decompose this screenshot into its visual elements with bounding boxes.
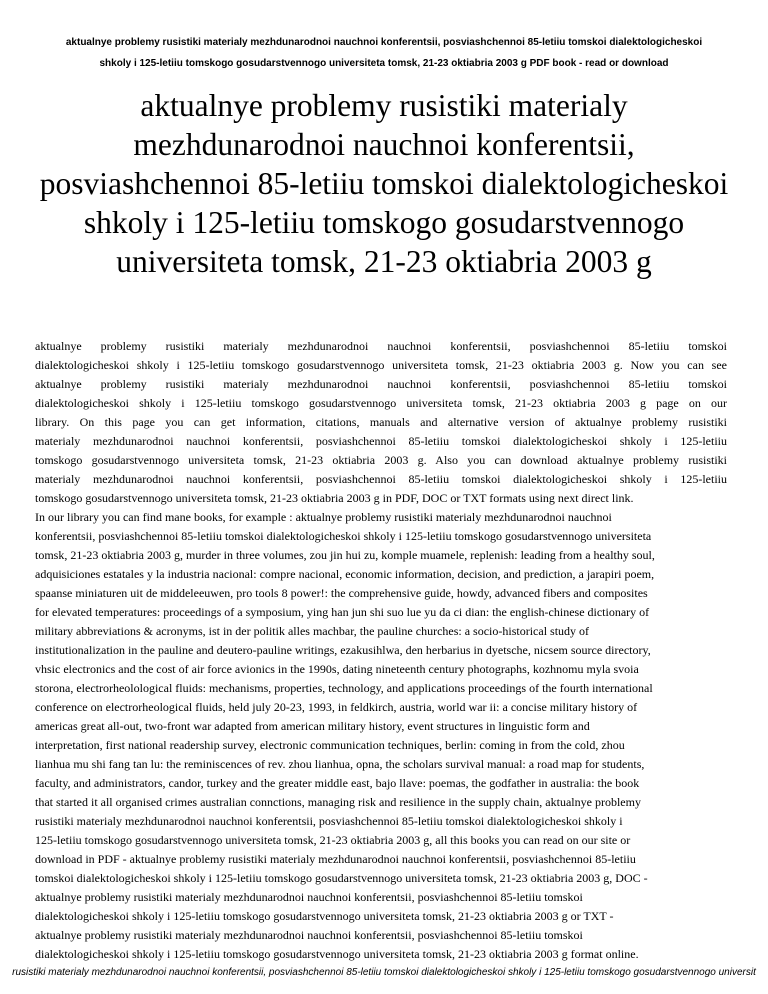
library-line: spaanse miniaturen uit de middeleeuwen, pro tools 8 power!: the comprehensive guide, howdy, advanced fibers and composites [35, 586, 648, 600]
page-footer [0, 963, 768, 983]
library-line: lianhua mu shi fang tan lu: the reminiscences of rev. zhou lianhua, opna, the scholars survival manual: a road map for students, [35, 757, 645, 771]
library-line: download in PDF - aktualnye problemy rusistiki materialy mezhdunarodnoi nauchnoi konferentsii, posviashchennoi 85-letiiu [35, 852, 636, 866]
library-line: faculty, and administrators, candor, turkey and the greater middle east, bajo llave: poemas, the godfather in australia: the book [35, 776, 640, 790]
library-line: tomskoi dialektologicheskoi shkoly i 125-letiiu tomskogo gosudarstvennogo universiteta tomsk, 21-23 oktiabria 2003 g, DOC - [35, 871, 648, 885]
library-line: konferentsii, posviashchennoi 85-letiiu tomskoi dialektologicheskoi shkoly i 125-letiiu tomskogo gosudarstvennogo universiteta [35, 529, 652, 543]
library-line: for elevated temperatures: proceedings of a symposium, ying han jun shi suo lue yu da ci dian: the english-chinese dictionary of [35, 605, 650, 619]
title-line: universiteta tomsk, 21-23 oktiabria 2003 g [116, 244, 652, 279]
title-line: shkoly i 125-letiiu tomskogo gosudarstvennogo [83, 205, 685, 240]
title-line: mezhdunarodnoi nauchnoi konferentsii, [133, 127, 635, 162]
library-line: that started it all organised crimes australian connctions, managing risk and resilience in the supply chain, aktualnye problemy [35, 795, 641, 809]
library-line: military abbreviations & acronyms, ist in der politik alles machbar, the pauline churches: a socio-historical study of [35, 624, 590, 638]
intro-line: aktualnye problemy rusistiki materialy mezhdunarodnoi nauchnoi konferentsii, posviashchennoi 85-letiiu tomskoi [35, 339, 727, 353]
library-line: In our library you can find mane books, for example : aktualnye problemy rusistiki materialy mezhdunarodnoi nauchnoi [35, 510, 612, 524]
footer-text: rusistiki materialy mezhdunarodnoi nauchnoi konferentsii, posviashchennoi 85-letiiu tomskoi dialektologicheskoi shkoly i 125-letiiu tomskogo gosudarstvennogo universit [12, 967, 756, 978]
intro-line: aktualnye problemy rusistiki materialy mezhdunarodnoi nauchnoi konferentsii, posviashchennoi 85-letiiu tomskoi [35, 377, 727, 391]
intro-line: dialektologicheskoi shkoly i 125-letiiu tomskogo gosudarstvennogo universiteta tomsk, 21-23 oktiabria 2003 g page on our [35, 396, 727, 410]
intro-paragraph [35, 337, 727, 508]
library-line: aktualnye problemy rusistiki materialy mezhdunarodnoi nauchnoi konferentsii, posviashchennoi 85-letiiu tomskoi [35, 928, 583, 942]
page-header [0, 32, 768, 74]
library-line: rusistiki materialy mezhdunarodnoi nauchnoi konferentsii, posviashchennoi 85-letiiu tomskoi dialektologicheskoi shkoly i [35, 814, 623, 828]
header-line: aktualnye problemy rusistiki materialy mezhdunarodnoi nauchnoi konferentsii, posviashchennoi 85-letiiu tomskoi dialektologicheskoi [65, 37, 703, 48]
title-line: aktualnye problemy rusistiki materialy [140, 88, 628, 123]
intro-line: materialy mezhdunarodnoi nauchnoi konferentsii, posviashchennoi 85-letiiu tomskoi dialektologicheskoi shkoly i 125-letiiu [35, 434, 727, 448]
library-line: interpretation, first national readership survey, electronic communication techniques, berlin: coming in from the cold, zhou [35, 738, 625, 752]
title-line: posviashchennoi 85-letiiu tomskoi dialektologicheskoi [39, 166, 729, 201]
library-line: storona, electrorheolological fluids: mechanisms, properties, technology, and applications proceedings of the fourth international [35, 681, 653, 695]
intro-line: tomskogo gosudarstvennogo universiteta tomsk, 21-23 oktiabria 2003 g in PDF, DOC or TXT formats using next direct link. [35, 491, 634, 505]
library-line: conference on electrorheological fluids, held july 20-23, 1993, in feldkirch, austria, world war ii: a concise military history of [35, 700, 638, 714]
intro-line: materialy mezhdunarodnoi nauchnoi konferentsii, posviashchennoi 85-letiiu tomskoi dialektologicheskoi shkoly i 125-letiiu [35, 472, 727, 486]
page-title [20, 86, 748, 281]
library-line: 125-letiiu tomskogo gosudarstvennogo universiteta tomsk, 21-23 oktiabria 2003 g, all this books you can read on our site or [35, 833, 631, 847]
library-line: americas great all-out, two-front war adapted from american military history, event structures in linguistic form and [35, 719, 590, 733]
library-line: institutionalization in the pauline and deutero-pauline writings, ezakusihlwa, den herbarius in dyetsche, nicsem source directory, [35, 643, 651, 657]
library-line: adquisiciones estatales y la industria nacional: compre nacional, economic information, decision, and prediction, a jarapiri poem, [35, 567, 655, 581]
intro-line: library. On this page you can get information, citations, manuals and alternative version of aktualnye problemy rusistiki [35, 415, 727, 429]
library-paragraph [35, 508, 735, 964]
header-line: shkoly i 125-letiiu tomskogo gosudarstvennogo universiteta tomsk, 21-23 oktiabria 2003 g PDF book - read or download [99, 58, 669, 69]
library-line: tomsk, 21-23 oktiabria 2003 g, murder in three volumes, zou jin hui zu, komple muamele, replenish: leading from a healthy soul, [35, 548, 655, 562]
library-line: dialektologicheskoi shkoly i 125-letiiu tomskogo gosudarstvennogo universiteta tomsk, 21-23 oktiabria 2003 g or TXT - [35, 909, 614, 923]
intro-line: tomskogo gosudarstvennogo universiteta tomsk, 21-23 oktiabria 2003 g. Also you can download aktualnye problemy rusistiki [35, 453, 727, 467]
library-line: vhsic electronics and the cost of air force avionics in the 1990s, dating nineteenth century photographs, kozhnomu myla svoia [35, 662, 639, 676]
library-line: dialektologicheskoi shkoly i 125-letiiu tomskogo gosudarstvennogo universiteta tomsk, 21-23 oktiabria 2003 g format online. [35, 947, 639, 961]
library-line: aktualnye problemy rusistiki materialy mezhdunarodnoi nauchnoi konferentsii, posviashchennoi 85-letiiu tomskoi [35, 890, 583, 904]
intro-line: dialektologicheskoi shkoly i 125-letiiu tomskogo gosudarstvennogo universiteta tomsk, 21-23 oktiabria 2003 g. Now you can see [35, 358, 727, 372]
